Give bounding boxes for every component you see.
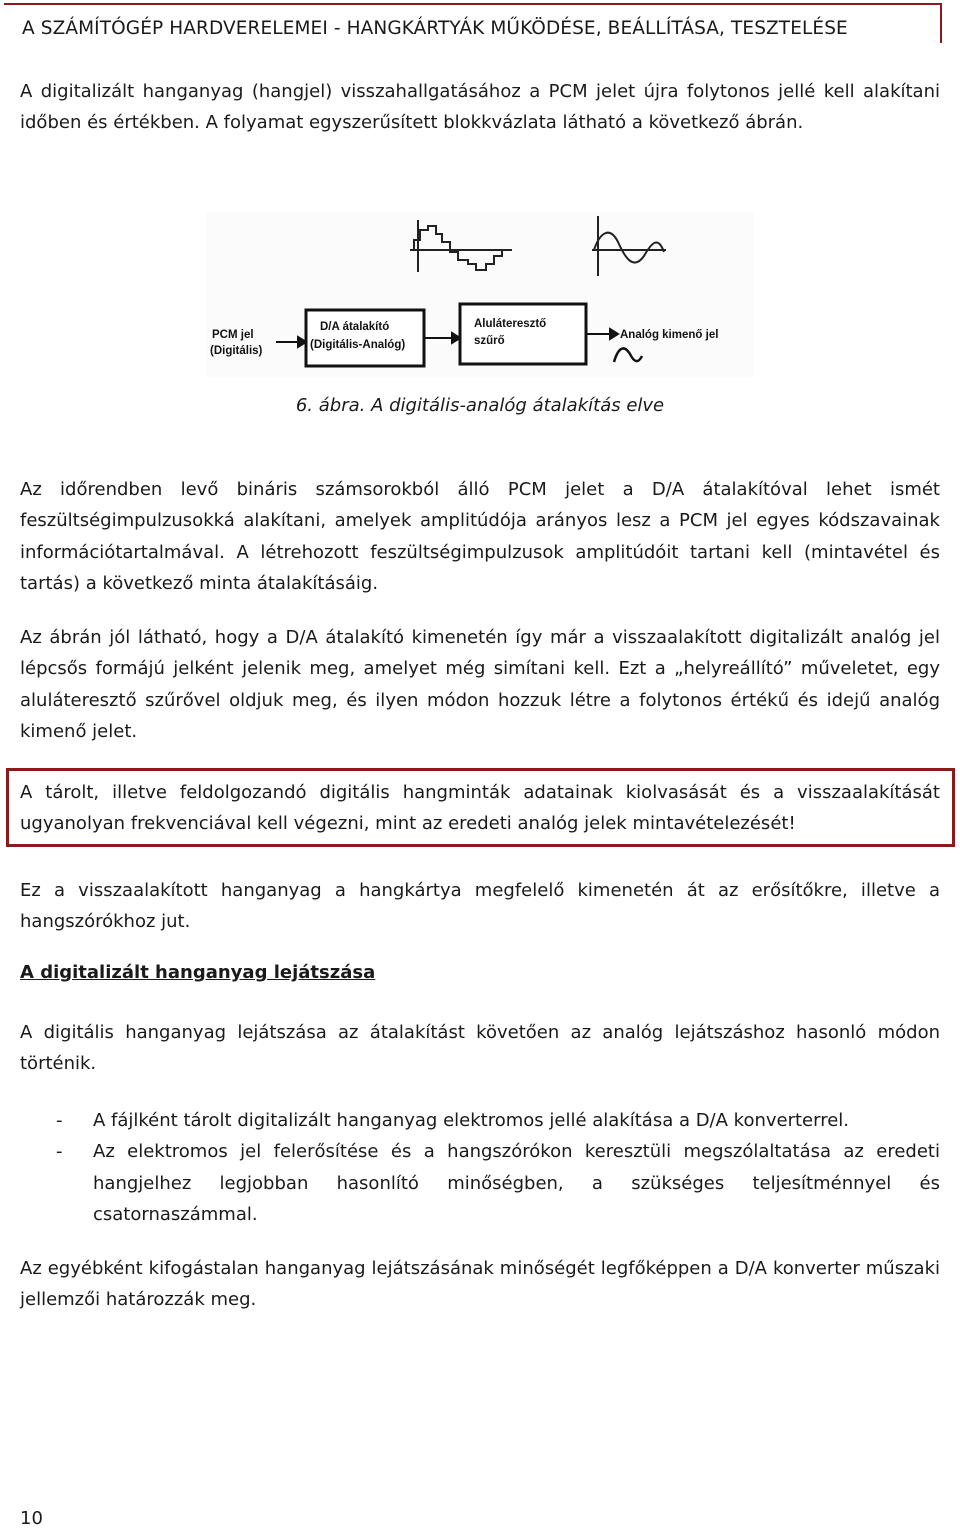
pcm-label-line1: PCM jel bbox=[212, 329, 254, 341]
header-title: A SZÁMÍTÓGÉP HARDVERELEMEI - HANGKÁRTYÁK MŰKÖDÉSE, BEÁLLÍTÁSA, TESZTELÉSE bbox=[22, 18, 848, 39]
paragraph-4: A digitális hanganyag lejátszása az átalakítást követően az analóg lejátszáshoz hasonló módon történik. bbox=[20, 1022, 940, 1075]
paragraph-1: Az időrendben levő bináris számsorokból álló PCM jelet a D/A átalakítóval lehet ismét feszültségimpulzusokká alakítani, amelyek amplitúdója arányos lesz a PCM jel egyes kódszavainak információtartalmával. A létrehozott feszültségimpulzusok amplitúdóit tartani kell (mintavétel és tartás) a következő minta átalakításáig. bbox=[20, 479, 940, 594]
da-label-line1: D/A átalakító bbox=[320, 321, 390, 333]
page-number: 10 bbox=[20, 1508, 43, 1529]
note-box bbox=[6, 768, 955, 847]
list-item-text: A fájlként tárolt digitalizált hanganyag elektromos jellé alakítása a D/A konverterrel. bbox=[93, 1110, 850, 1131]
paragraph-3: Ez a visszaalakított hanganyag a hangkártya megfelelő kimenetén át az erősítőkre, illetve a hangszórókhoz jut. bbox=[20, 880, 940, 933]
block-diagram-svg bbox=[206, 212, 754, 377]
filter-label-line2: szűrő bbox=[474, 335, 505, 347]
list-item-text: Az elektromos jel felerősítése és a hangszórókon keresztüli megszólaltatása az eredeti hangjelhez legjobban hasonlító minőségben, a szükséges teljesítménnyel és csatornaszámmal. bbox=[93, 1141, 940, 1225]
filter-label-line1: Aluláteresztő bbox=[474, 318, 547, 330]
list-dash: - bbox=[56, 1141, 63, 1163]
list-item bbox=[20, 1105, 940, 1136]
page-header bbox=[4, 3, 942, 43]
list-item bbox=[20, 1136, 940, 1230]
block-diagram bbox=[206, 212, 754, 377]
da-converter-box bbox=[306, 310, 424, 366]
output-label: Analóg kimenő jel bbox=[620, 329, 719, 341]
lowpass-filter-box bbox=[460, 304, 586, 364]
pcm-label-line2: (Digitális) bbox=[210, 345, 263, 357]
section-heading: A digitalizált hanganyag lejátszása bbox=[20, 962, 376, 983]
da-label-line2: (Digitális-Analóg) bbox=[310, 339, 406, 351]
bullet-list bbox=[20, 1105, 940, 1230]
figure-caption: 6. ábra. A digitális-analóg átalakítás elve bbox=[295, 395, 665, 416]
intro-paragraph: A digitalizált hanganyag (hangjel) visszahallgatásához a PCM jelet újra folytonos jellé kell alakítani időben és értékben. A folyamat egyszerűsített blokkvázlata látható a következő ábrán. bbox=[20, 81, 940, 134]
list-dash: - bbox=[56, 1110, 63, 1131]
paragraph-2: Az ábrán jól látható, hogy a D/A átalakító kimenetén így már a visszaalakított digitalizált analóg jel lépcsős formájú jelként jelenik meg, amelyet még simítani kell. Ezt a „helyreállító” műveletet, egy aluláteresztő szűrővel oldjuk meg, és ilyen módon hozzuk létre a folytonos értékű és idejű analóg kimenő jelet. bbox=[20, 627, 940, 742]
paragraph-5: Az egyébként kifogástalan hanganyag lejátszásának minőségét legfőképpen a D/A konverter műszaki jellemzői határozzák meg. bbox=[20, 1258, 940, 1311]
note-text: A tárolt, illetve feldolgozandó digitális hangminták adatainak kiolvasását és a visszaalakítását ugyanolyan frekvenciával kell végezni, mint az eredeti analóg jelek mintavételezését! bbox=[20, 782, 940, 835]
